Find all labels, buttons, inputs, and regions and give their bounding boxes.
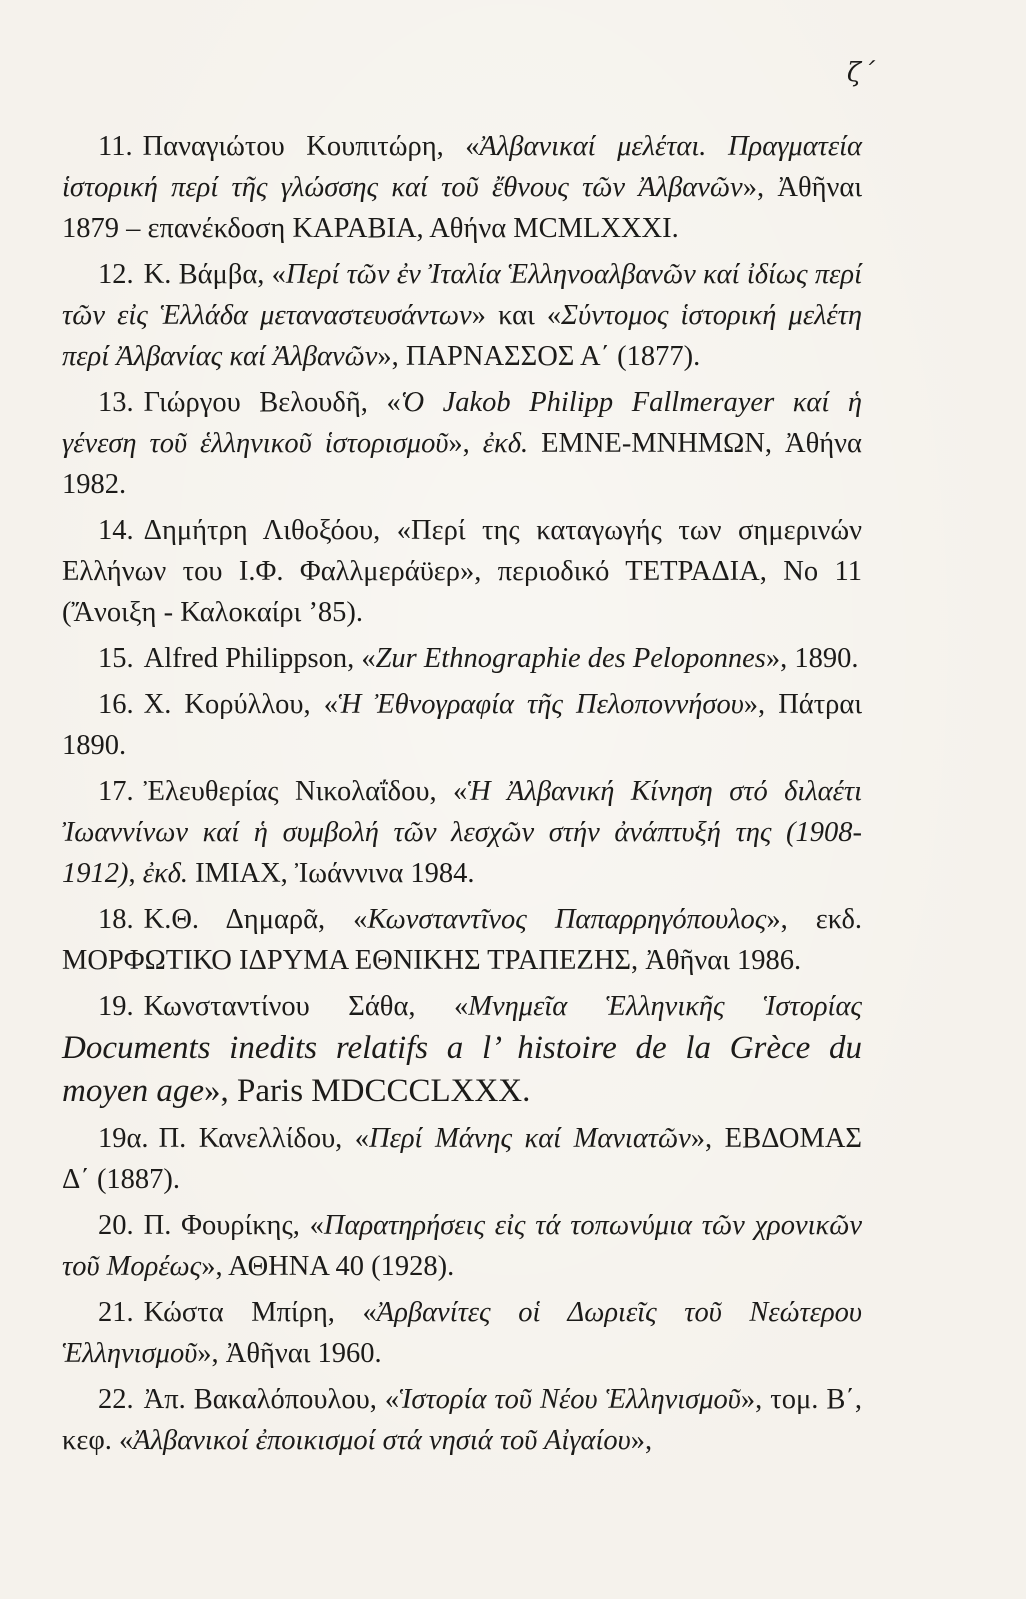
reference-text: Ἐλευθερίας Νικολαΐδου, « [143,776,468,807]
reference-text: », ΑΘΗΝΑ 40 (1928). [201,1251,455,1282]
reference-entry [62,1205,862,1287]
reference-text: , [128,858,143,889]
reference-title: Μνημεῖα Ἑλληνικῆς Ἱστορίας [468,991,862,1022]
reference-number: 11. [98,131,133,162]
reference-text: », Paris MDCCCLXXX. [204,1073,531,1109]
reference-number: 20. [98,1210,134,1241]
reference-title: Ἀλβανικοί ἐποικισμοί στά νησιά τοῦ Αἰγαίου [133,1425,631,1456]
reference-list [62,126,862,1466]
reference-title: Σύντομος ἱστορική μελέτη περί Ἀλβανίας καί Ἀλβανῶν [62,300,862,372]
reference-title: Ἱστορία τοῦ Νέου Ἑλληνισμοῦ [399,1384,741,1415]
reference-text: Παναγιώτου Κουπιτώρη, « [142,131,480,162]
reference-text: », 1890. [765,643,859,674]
reference-text: ΕΜΝΕ-ΜΝΗΜΩΝ, Ἀθήνα 1982. [62,428,862,500]
reference-text: », Πάτραι 1890. [62,689,862,761]
reference-text: Κωνσταντίνου Σάθα, « [143,991,469,1022]
reference-entry [62,1292,862,1374]
reference-title: Περί Μάνης καί Μανιατῶν [369,1123,691,1154]
reference-entry [62,638,862,679]
reference-text: Π. Φουρίκης, « [143,1210,324,1241]
reference-title: ἐκδ. [482,428,529,459]
reference-number: 22. [98,1384,134,1415]
reference-number: 13. [98,387,134,418]
reference-text: », [448,428,483,459]
reference-number: 15. [98,643,134,674]
reference-title: Ἀλβανικαί μελέται. Πραγματεία ἱστορική περί τῆς γλώσσης καί τοῦ ἔθνους τῶν Ἀλβανῶν [62,131,862,203]
reference-text: », τομ. Β΄, κεφ. « [62,1384,863,1456]
reference-title: Κωνσταντῖνος Παπαρρηγόπουλος [367,904,767,935]
reference-number: 18. [98,904,134,935]
reference-text: Π. Κανελλίδου, « [158,1123,370,1154]
reference-text: » και « [471,300,562,331]
reference-title: Ὁ Jakob Philipp Fallmerayer καί ἡ γένεση τοῦ ἑλληνικοῦ ἱστορισμοῦ [62,387,862,459]
reference-text: ΙΜΙΑΧ, Ἰωάννινα 1984. [188,858,475,889]
reference-entry [62,684,862,766]
reference-entry [62,382,862,505]
reference-title: Ἡ Ἀλβανική Κίνηση στό διλαέτι Ἰωαννίνων καί ἡ συμβολή τῶν λεσχῶν στήν ἀνάπτυξή της (1908-1912) [62,776,862,889]
reference-text: Δημήτρη Λιθοξόου, «Περί της καταγωγής των σημερινών Ελλήνων του Ι.Φ. Φαλλμεράϋερ», περιοδικό ΤΕΤΡΑΔΙΑ, Νο 11 (Ἄνοιξη - Καλοκαίρι ’85). [62,515,862,628]
reference-number: 19α. [98,1123,149,1154]
reference-entry [62,899,862,981]
reference-text: », Ἀθῆναι 1879 – επανέκδοση ΚΑΡΑΒΙΑ, Αθήνα MCMLXXXI. [62,172,863,244]
reference-text: Κ.Θ. Δημαρᾶ, « [143,904,368,935]
reference-text: », ΠΑΡΝΑΣΣΟΣ Α΄ (1877). [377,341,701,372]
reference-number: 19. [98,991,134,1022]
reference-entry [62,254,862,377]
reference-text: Κώστα Μπίρη, « [143,1297,377,1328]
reference-text: », ΕΒΔΟΜΑΣ Δ΄ (1887). [62,1123,862,1195]
reference-title: Παρατηρήσεις εἰς τά τοπωνύμια τῶν χρονικῶν τοῦ Μορέως [62,1210,862,1282]
reference-text: », εκδ. ΜΟΡΦΩΤΙΚΟ ΙΔΡΥΜΑ ΕΘΝΙΚΗΣ ΤΡΑΠΕΖΗΣ, Ἀθῆναι 1986. [62,904,862,976]
reference-entry [62,126,862,249]
reference-number: 14. [98,515,134,546]
page-number: ζ΄ [846,58,876,88]
reference-text: Alfred Philippson, « [143,643,376,674]
reference-text: », Ἀθῆναι 1960. [197,1338,382,1369]
reference-text: Ἀπ. Βακαλόπουλου, « [143,1384,400,1415]
reference-number: 12. [98,259,134,290]
reference-title: Ἡ Ἐθνογραφία τῆς Πελοποννήσου [337,689,744,720]
reference-entry [62,771,862,894]
reference-entry [62,1379,862,1461]
reference-text: Χ. Κορύλλου, « [143,689,338,720]
reference-entry [62,1118,862,1200]
reference-number: 21. [98,1297,134,1328]
reference-title: Περί τῶν ἐν Ἰταλία Ἑλληνοαλβανῶν καί ἰδίως περί τῶν εἰς Ἑλλάδα μεταναστευσάντων [62,259,862,331]
reference-title: Ἀρβανίτες οἱ Δωριεῖς τοῦ Νεώτερου Ἑλληνισμοῦ [62,1297,862,1369]
reference-entry [62,510,862,633]
reference-text: Γιώργου Βελουδῆ, « [143,387,401,418]
reference-text: Κ. Βάμβα, « [143,259,286,290]
reference-title: ἐκδ. [142,858,189,889]
reference-title: Documents inedits relatifs a l’ histoire de la Grèce du moyen age [62,1030,862,1109]
reference-number: 16. [98,689,134,720]
reference-text: », [630,1425,653,1456]
reference-number: 17. [98,776,134,807]
reference-title: Zur Ethnographie des Peloponnes [375,643,766,674]
reference-entry [62,986,862,1113]
